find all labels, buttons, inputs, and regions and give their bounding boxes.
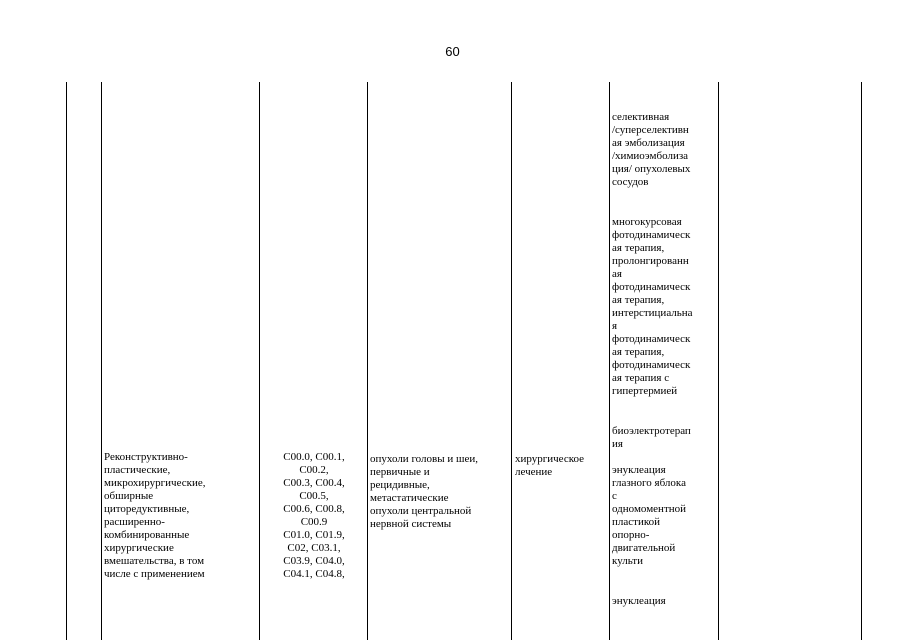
method-embolization: селективная /суперселективн ая эмболизация /химиоэмболиза ция/ опухолевых сосудов <box>612 111 691 188</box>
method-enucleation-plastic: энуклеация глазного яблока с одномоментной пластикой опорно- двигательной культи <box>612 464 687 567</box>
table-border-right <box>861 82 862 640</box>
treatment-type-cell: хирургическое лечение <box>515 453 585 478</box>
column-divider <box>718 82 719 640</box>
column-divider <box>511 82 512 640</box>
column-divider <box>259 82 260 640</box>
column-divider <box>101 82 102 640</box>
table-border-left <box>66 82 67 640</box>
column-divider <box>609 82 610 640</box>
method-photodynamic-therapy: многокурсовая фотодинамическ ая терапия, пролонгированн ая фотодинамическ ая терапия, интерстициальна я фотодинамическ ая терапия, фотодинамическ ая терапия с гипертермией <box>612 216 693 397</box>
treatment-methods-cell <box>612 98 717 621</box>
intervention-name-cell: Реконструктивно- пластические, микрохирургические, обширные циторедуктивные, расширенно- комбинированные хирургические вмешательства, в том числе с применением <box>104 451 206 580</box>
method-enucleation: энуклеация <box>612 595 666 607</box>
method-bioelectrotherapy: биоэлектротерап ия <box>612 425 691 450</box>
column-divider <box>367 82 368 640</box>
icd-codes-cell: С00.0, С00.1, С00.2, С00.3, С00.4, С00.5, С00.6, С00.8, С00.9 С01.0, С01.9, С02, С03.1, С03.9, С04.0, С04.1, С04.8, <box>283 451 345 580</box>
patient-model-cell: опухоли головы и шеи, первичные и рецидивные, метастатические опухоли центральной нервной системы <box>370 453 478 530</box>
page-number: 60 <box>445 44 460 59</box>
